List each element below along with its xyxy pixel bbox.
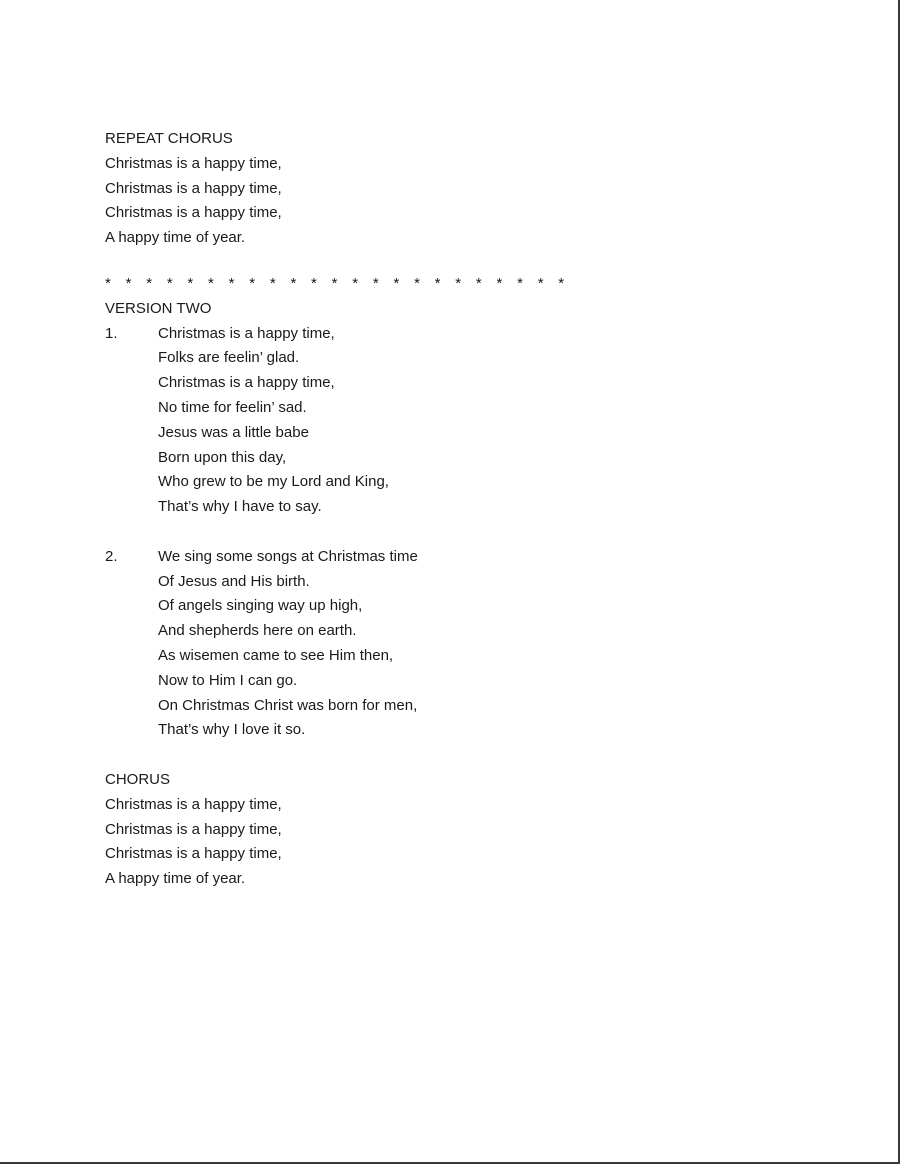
verse-line: No time for feelin’ sad.	[158, 398, 307, 416]
verse-line: That’s why I have to say.	[158, 498, 322, 516]
version-two-section	[105, 297, 805, 743]
verse-line: Folks are feelin’ glad.	[158, 349, 300, 367]
verse-line: Who grew to be my Lord and King,	[158, 473, 389, 491]
repeat-chorus-line: Christmas is a happy time,	[105, 154, 282, 172]
verse-2	[105, 545, 805, 743]
verse-line: As wisemen came to see Him then,	[158, 646, 394, 664]
repeat-chorus-line: Christmas is a happy time,	[105, 179, 282, 197]
repeat-chorus-line: Christmas is a happy time,	[105, 204, 282, 222]
spacer	[105, 520, 805, 545]
chorus-section	[105, 768, 805, 892]
spacer	[105, 743, 805, 768]
asterisk-separator: * * * * * * * * * * * * * * * * * * * * * * *	[105, 274, 570, 292]
verse-line: Jesus was a little babe	[158, 423, 309, 441]
lyrics-content	[105, 127, 805, 892]
verse-line: Now to Him I can go.	[158, 671, 298, 689]
spacer	[105, 251, 805, 272]
chorus-heading: CHORUS	[105, 770, 171, 788]
verse-1	[105, 322, 805, 520]
repeat-chorus-line: A happy time of year.	[105, 229, 246, 247]
verse-line: And shepherds here on earth.	[158, 622, 357, 640]
verse-line: Of Jesus and His birth.	[158, 572, 310, 590]
chorus-line: A happy time of year.	[105, 870, 246, 888]
verse-line: Christmas is a happy time,	[158, 324, 335, 342]
chorus-line: Christmas is a happy time,	[105, 845, 282, 863]
chorus-line: Christmas is a happy time,	[105, 795, 282, 813]
version-two-heading: VERSION TWO	[105, 299, 212, 317]
verse-number: 2.	[105, 547, 118, 565]
verse-line: Born upon this day,	[158, 448, 287, 466]
verse-lines	[158, 545, 805, 743]
chorus-line: Christmas is a happy time,	[105, 820, 282, 838]
repeat-chorus-section	[105, 127, 805, 251]
verse-lines	[158, 322, 805, 520]
verse-line: We sing some songs at Christmas time	[158, 547, 418, 565]
verse-line: Of angels singing way up high,	[158, 597, 363, 615]
repeat-chorus-heading: REPEAT CHORUS	[105, 130, 233, 147]
verse-line: That’s why I love it so.	[158, 721, 306, 739]
verse-line: On Christmas Christ was born for men,	[158, 696, 418, 714]
verse-line: Christmas is a happy time,	[158, 374, 335, 392]
verse-number: 1.	[105, 324, 118, 342]
